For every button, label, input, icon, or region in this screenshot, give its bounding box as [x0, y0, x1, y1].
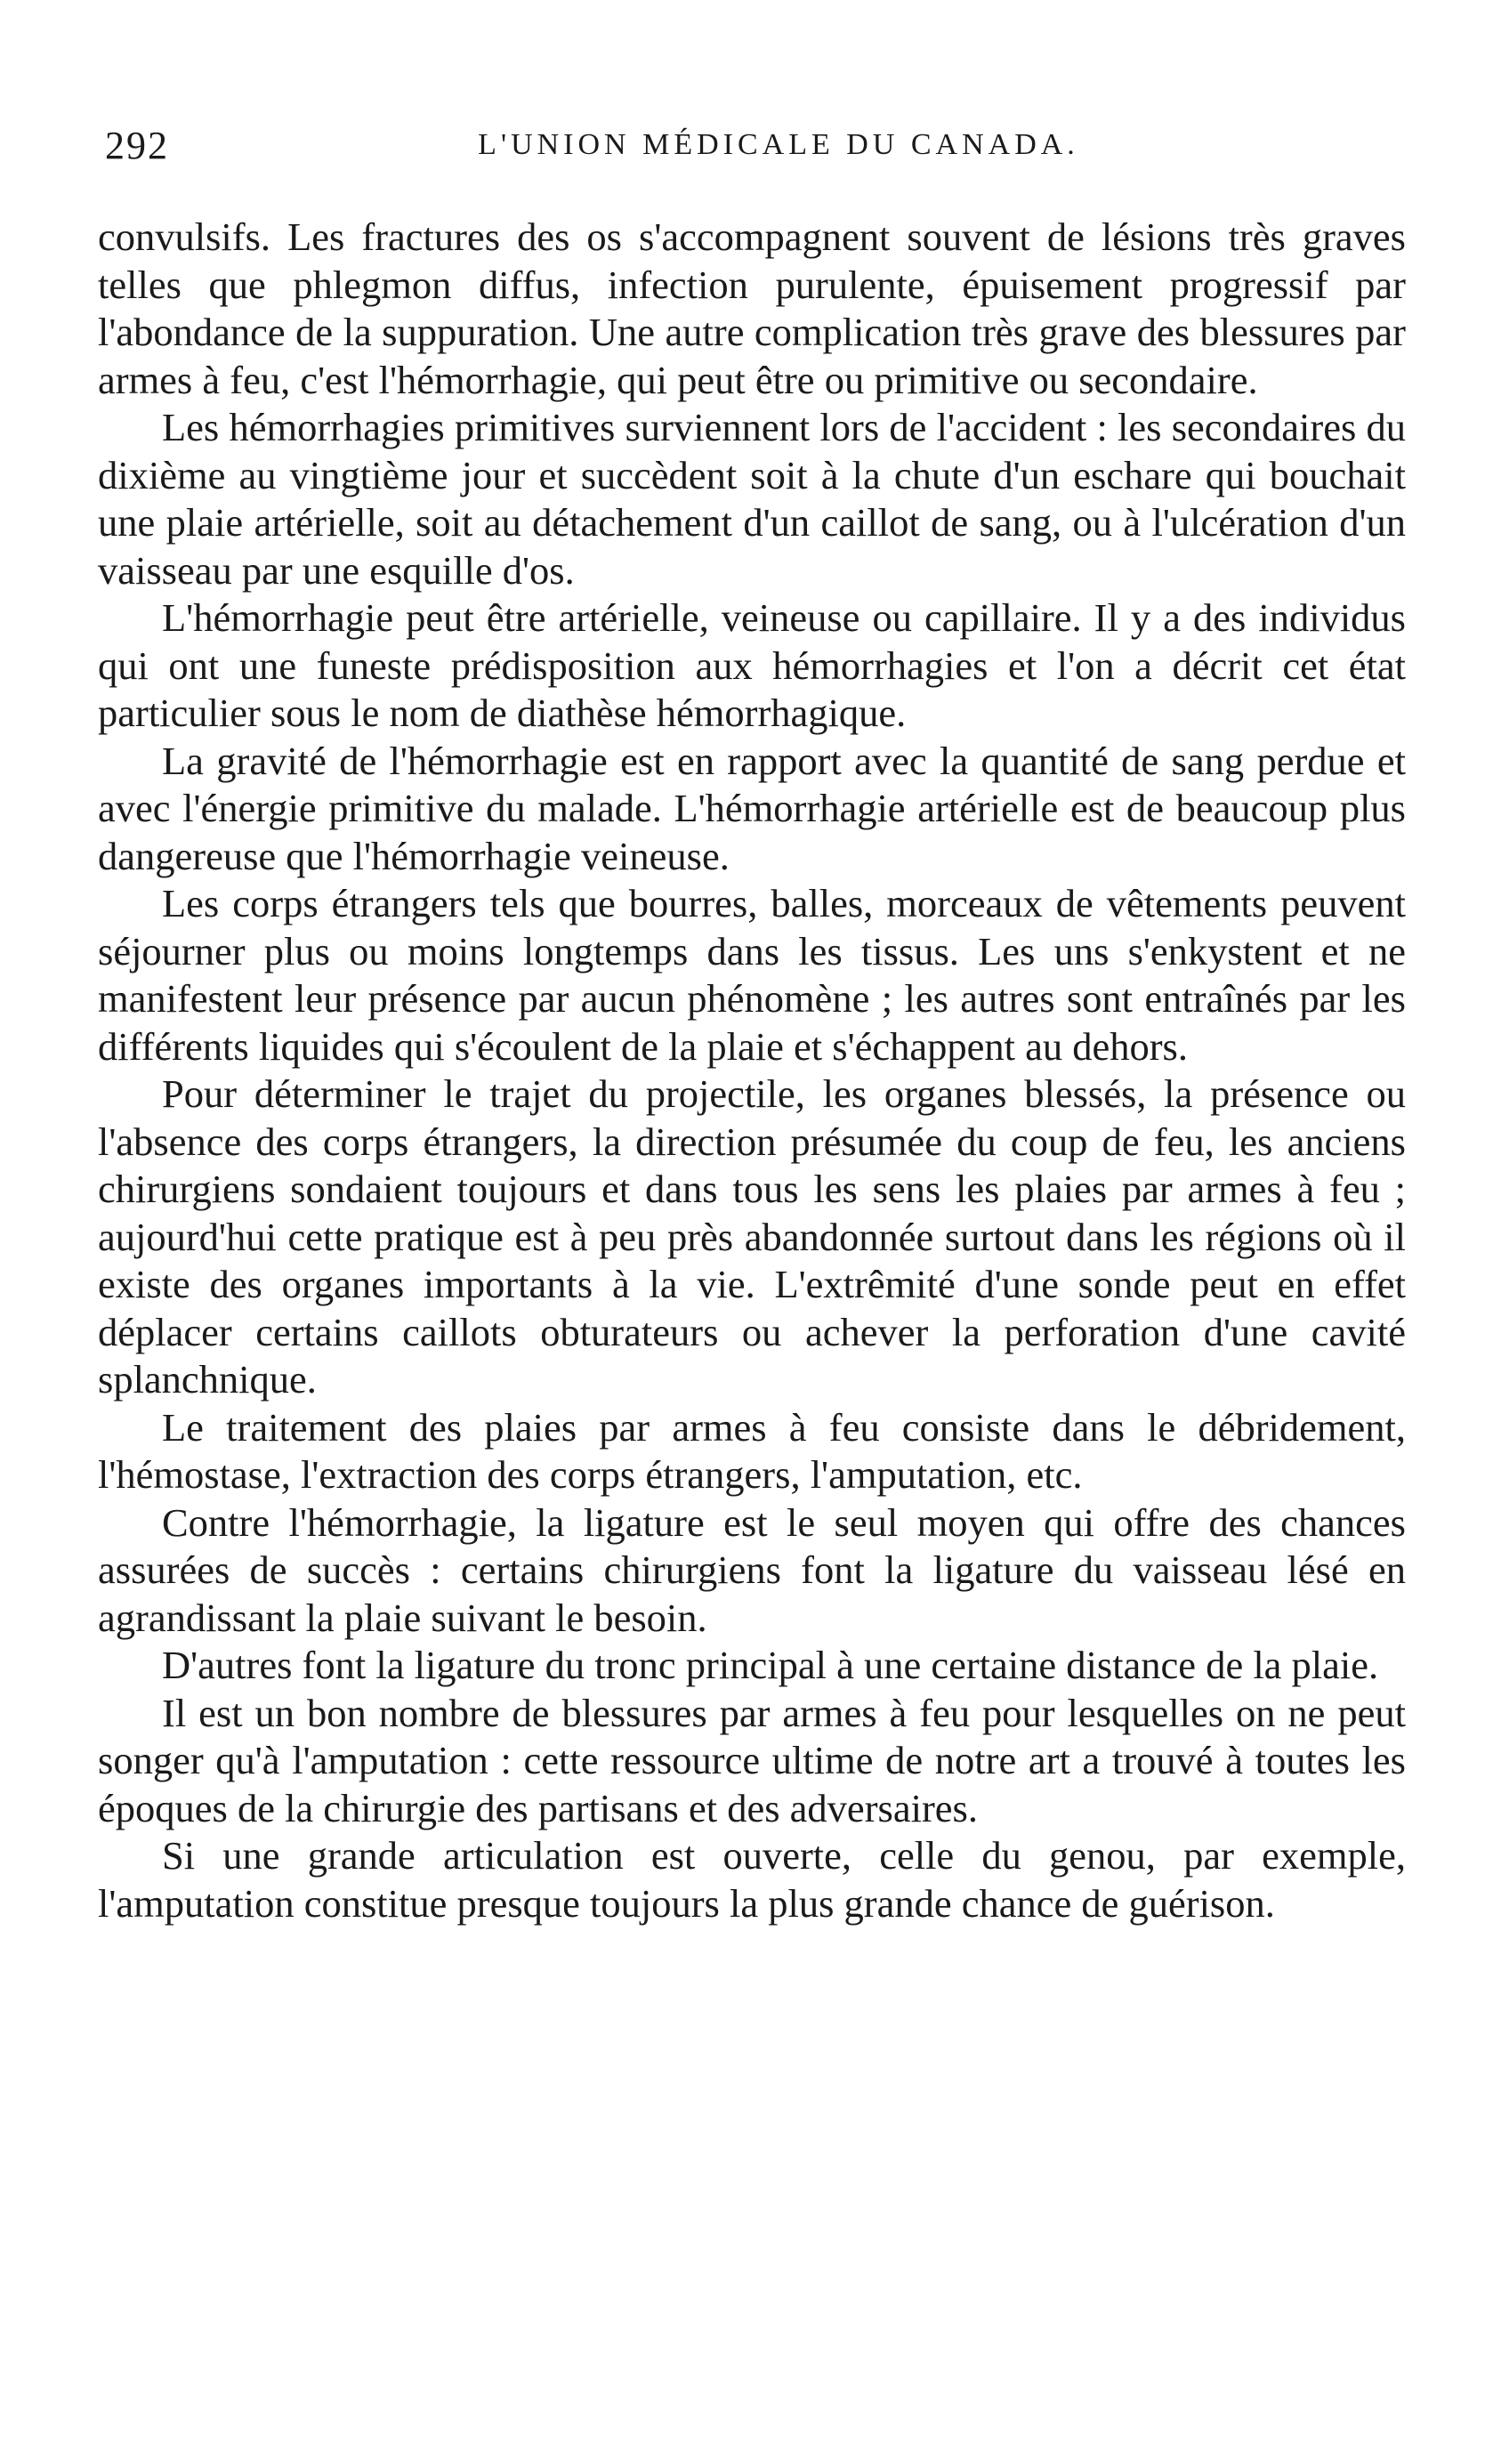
document-page — [98, 116, 1406, 1927]
paragraph: Les corps étrangers tels que bourres, balles, morceaux de vêtements peuvent séjourner plus ou moins longtemps dans les tissus. Les uns s'enkystent et ne manifestent leur présence par aucun phénomène ; les autres sont entraînés par les différents liquides qui s'écoulent de la plaie et s'échappent au dehors. — [98, 881, 1406, 1069]
paragraph: D'autres font la ligature du tronc principal à une certaine distance de la plaie. — [162, 1643, 1379, 1687]
paragraph: Le traitement des plaies par armes à feu consiste dans le débridement, l'hémostase, l'extraction des corps étrangers, l'amputation, etc. — [98, 1404, 1406, 1497]
paragraph: L'hémorrhagie peut être artérielle, veineuse ou capillaire. Il y a des individus qui ont une funeste prédisposition aux hémorrhagies et l'on a décrit cet état particulier sous le nom de diathèse hémorrhagique. — [98, 595, 1406, 735]
paragraph: La gravité de l'hémorrhagie est en rapport avec la quantité de sang perdue et avec l'énergie primitive du malade. L'hémorrhagie artérielle est de beaucoup plus dangereuse que l'hémorrhagie veineuse. — [98, 738, 1406, 878]
paragraph: Les hémorrhagies primitives surviennent lors de l'accident : les secondaires du dixième au vingtième jour et succèdent soit à la chute d'un eschare qui bouchait une plaie artérielle, soit au détachement d'un caillot de sang, ou à l'ulcération d'un vaisseau par une esquille d'os. — [98, 405, 1406, 593]
paragraph: Il est un bon nombre de blessures par armes à feu pour lesquelles on ne peut songer qu'à l'amputation : cette ressource ultime de notre art a trouvé à toutes les époques de la chirurgie des partisans et des adversaires. — [98, 1690, 1406, 1830]
body-text — [98, 214, 1406, 1927]
paragraph: Pour déterminer le trajet du projectile, les organes blessés, la présence ou l'absence des corps étrangers, la direction présumée du coup de feu, les anciens chirurgiens sondaient toujours et dans tous les sens les plaies par armes à feu ; aujourd'hui cette pratique est à peu près abandonnée surtout dans les régions où il existe des organes importants à la vie. L'extrêmité d'une sonde peut en effet déplacer certains caillots obturateurs ou achever la perforation d'une cavité splanchnique. — [98, 1071, 1406, 1402]
paragraph: Contre l'hémorrhagie, la ligature est le seul moyen qui offre des chances assurées de succès : certains chirurgiens font la ligature du vaisseau lésé en agrandissant la plaie suivant le besoin. — [98, 1499, 1406, 1640]
journal-title: L'UNION MÉDICALE DU CANADA. — [478, 128, 1079, 161]
page-number: 292 — [105, 124, 169, 167]
paragraph: Si une grande articulation est ouverte, celle du genou, par exemple, l'amputation constitue presque toujours la plus grande chance de guérison. — [98, 1833, 1406, 1926]
running-head — [98, 116, 1406, 178]
paragraph: convulsifs. Les fractures des os s'accompagnent souvent de lésions très graves telles que phlegmon diffus, infection purulente, épuisement progressif par l'abondance de la suppuration. Une autre complication très grave des blessures par armes à feu, c'est l'hémorrhagie, qui peut être ou primitive ou secondaire. — [98, 214, 1406, 402]
